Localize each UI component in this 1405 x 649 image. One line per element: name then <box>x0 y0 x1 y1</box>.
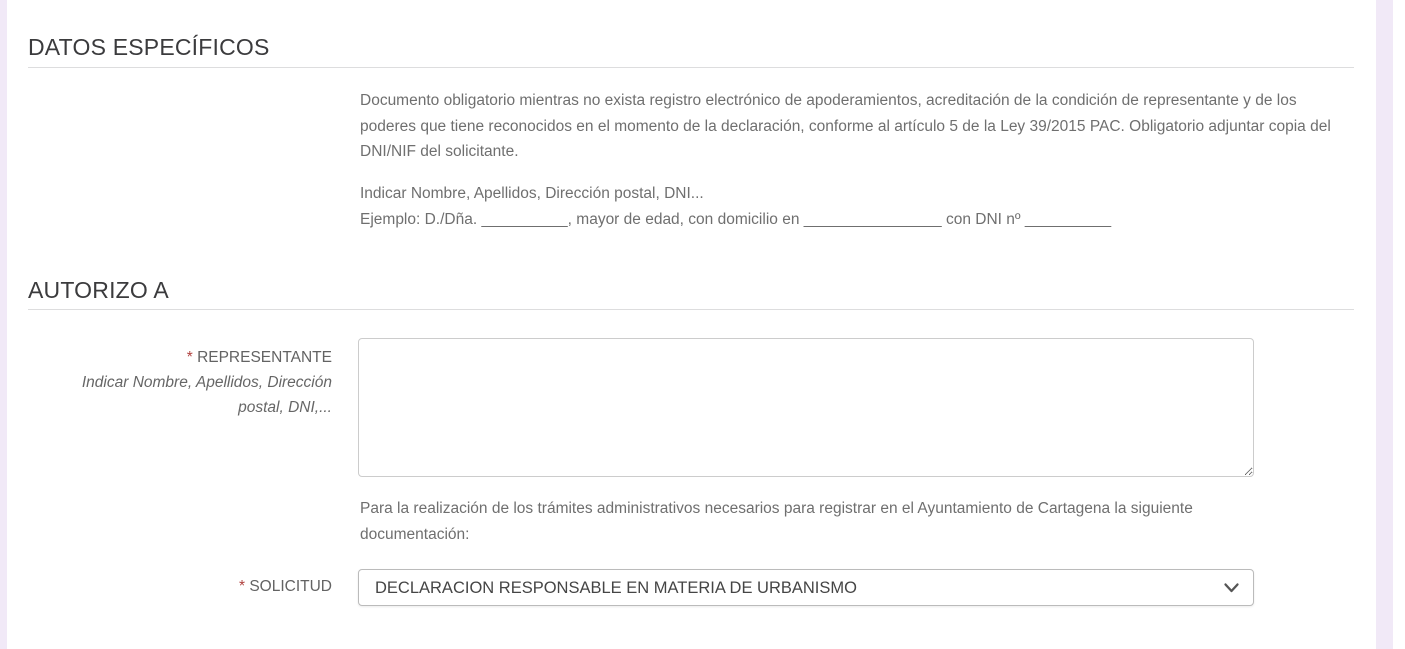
datos-especificos-intro-text: Documento obligatorio mientras no exista registro electrónico de apoderamientos, acreditación de la condición de representante y de los poderes que tiene reconocidos en el momento de la declaración, conforme al artículo 5 de la Ley 39/2015 PAC. Obligatorio adjuntar copia del DNI/NIF del solicitante. <box>360 92 1331 160</box>
solicitud-label <box>28 574 332 599</box>
solicitud-label-text: SOLICITUD <box>249 578 332 595</box>
required-asterisk: * <box>238 578 245 595</box>
representante-textarea[interactable] <box>358 338 1254 477</box>
solicitud-select[interactable] <box>358 569 1254 606</box>
purpose-text: Para la realización de los trámites administrativos necesarios para registrar en el Ayuntamiento de Cartagena la siguiente documentación: <box>360 500 1193 543</box>
required-asterisk: * <box>186 349 193 366</box>
page-background-strip-left <box>0 0 7 649</box>
page-background-strip-right <box>1376 0 1393 649</box>
section-title-autorizo-a: AUTORIZO A <box>28 277 169 303</box>
representante-label-text: REPRESENTANTE <box>197 349 332 366</box>
representante-hint-line-2: postal, DNI,... <box>238 399 332 416</box>
section-divider <box>28 309 1354 310</box>
solicitud-label-block <box>28 574 332 599</box>
representante-hint-line-1: Indicar Nombre, Apellidos, Dirección <box>81 374 332 391</box>
hint-line-1: Indicar Nombre, Apellidos, Dirección postal, DNI... <box>360 185 704 202</box>
solicitud-select-wrap <box>358 569 1254 606</box>
hint-line-2: Ejemplo: D./Dña. __________, mayor de edad, con domicilio en ________________ con DNI nº __________ <box>360 210 1112 228</box>
datos-especificos-hint-text <box>360 181 1355 232</box>
section-title-datos-especificos: DATOS ESPECÍFICOS <box>28 34 270 60</box>
section-divider <box>28 67 1354 68</box>
representante-label-block <box>28 345 332 420</box>
representante-label <box>28 345 332 370</box>
